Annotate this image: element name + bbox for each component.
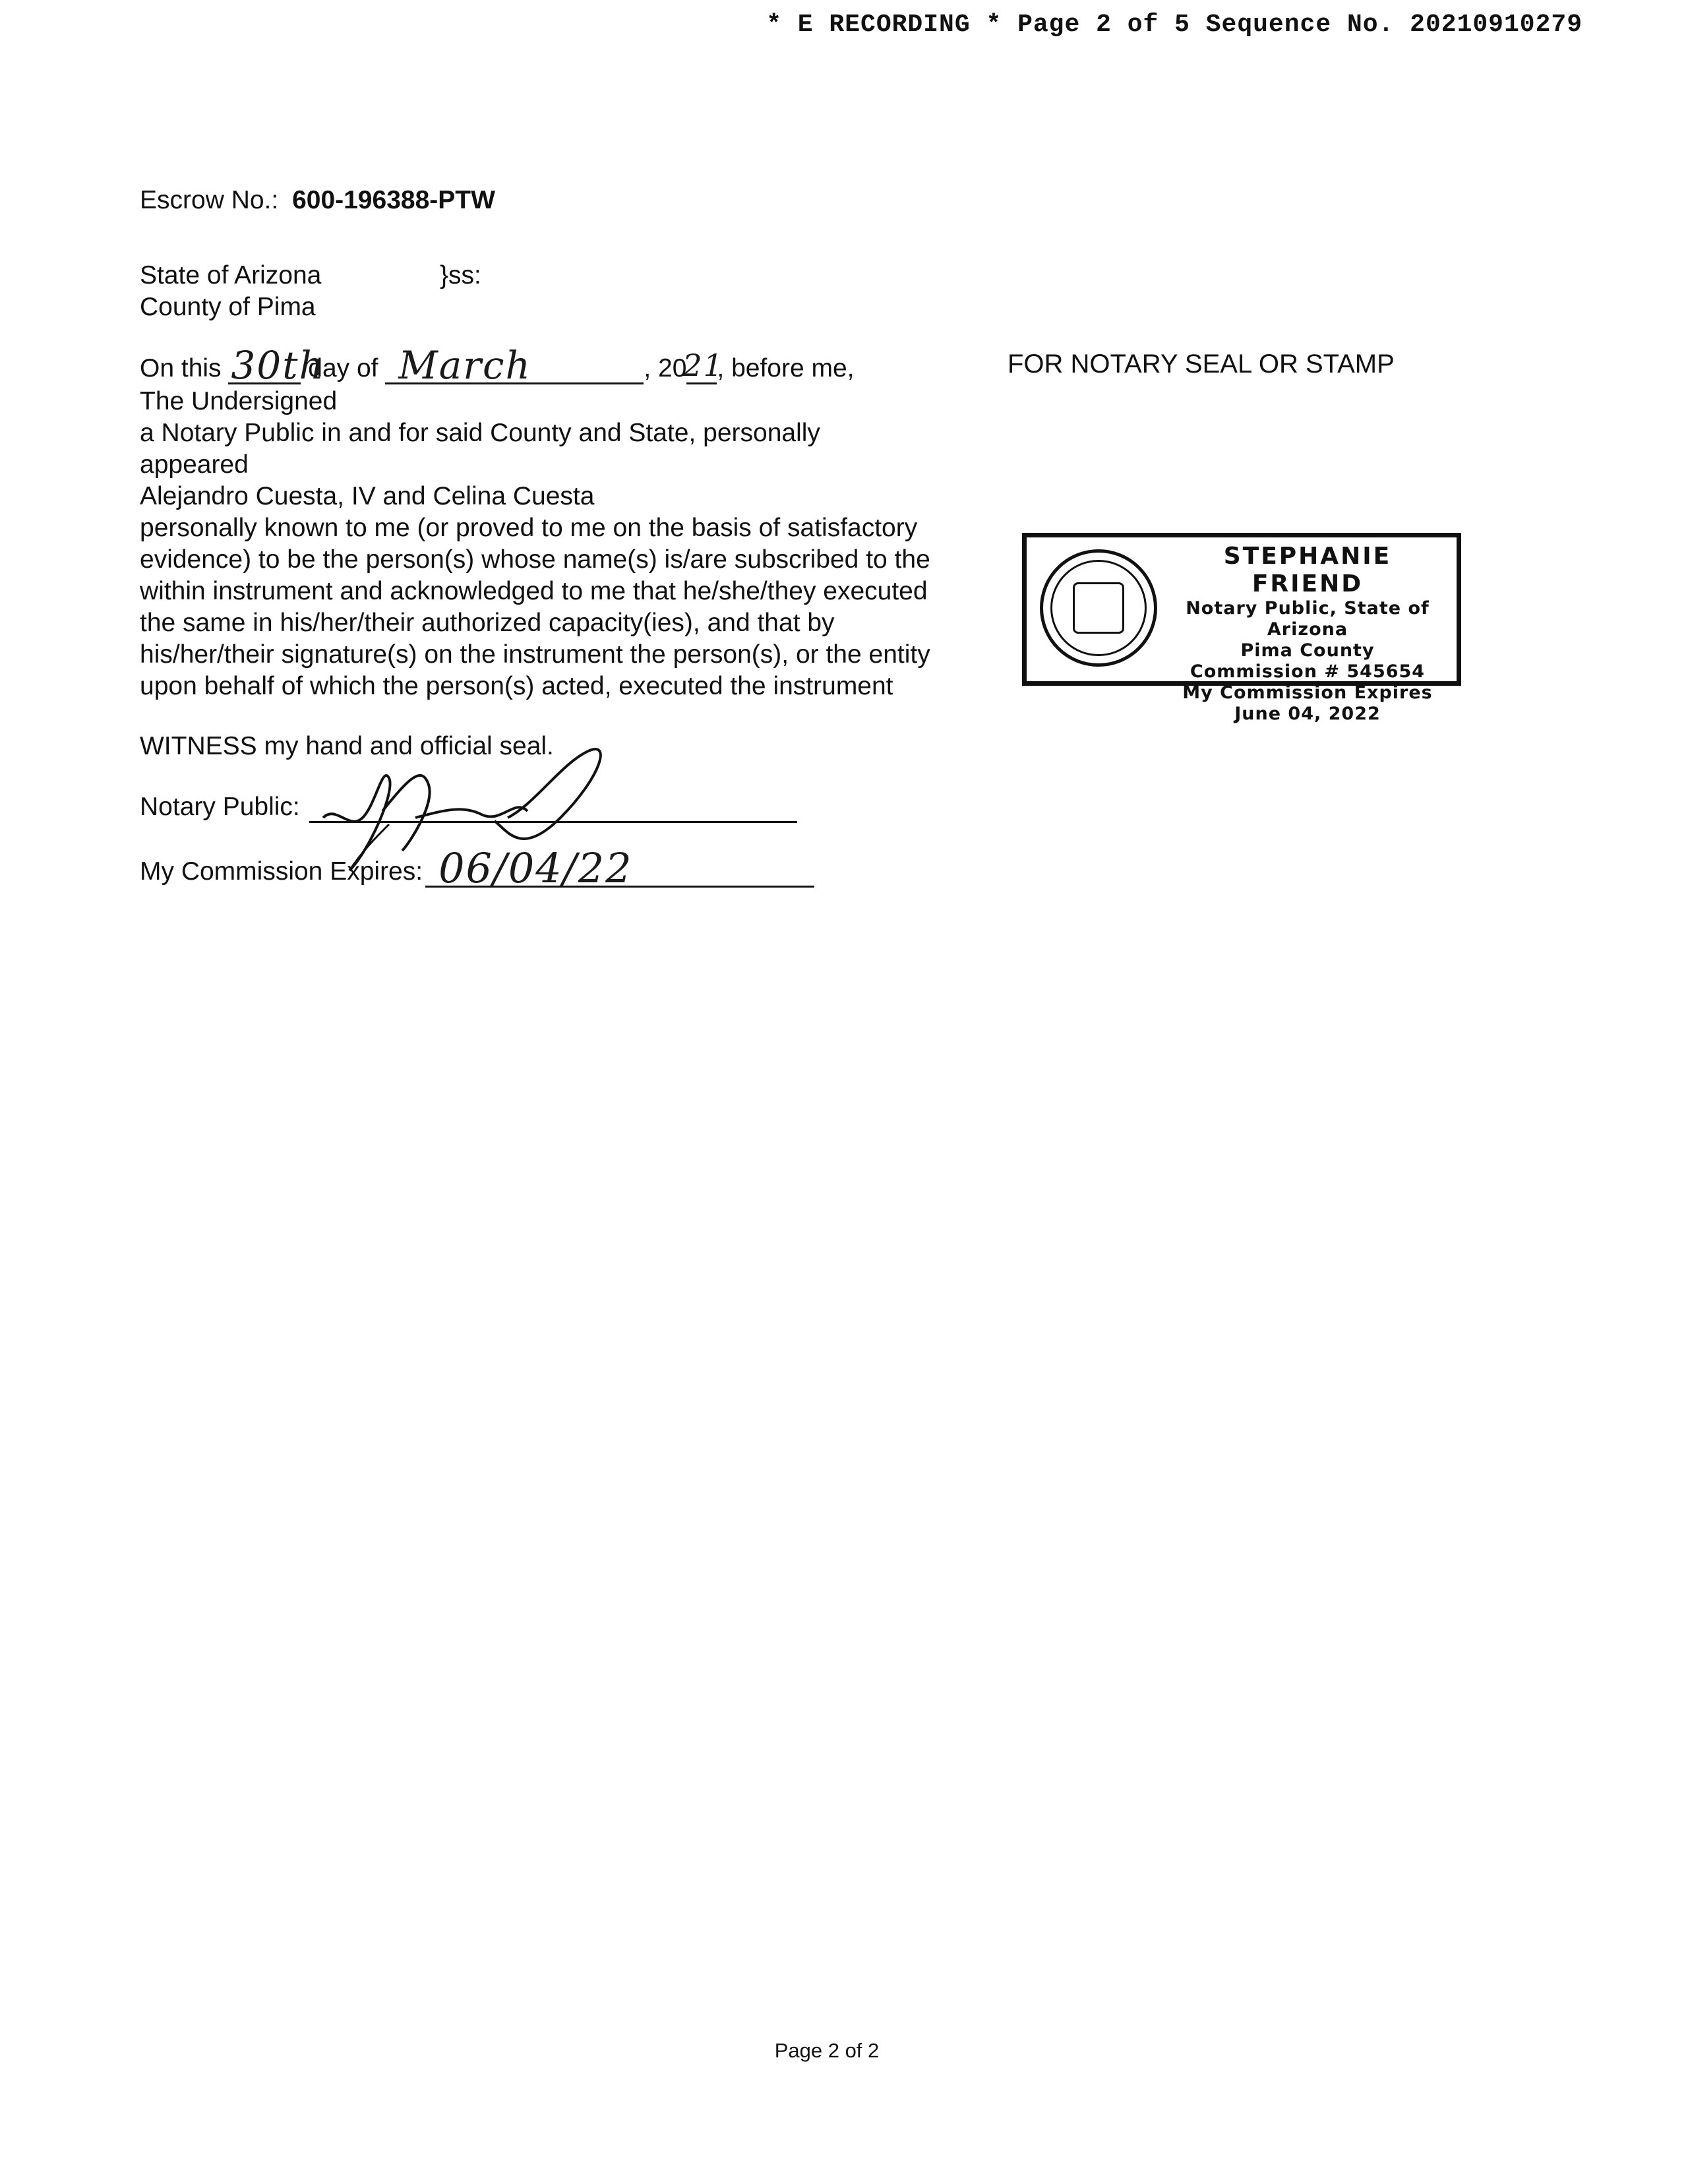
stamp-notary-name: STEPHANIE FRIEND: [1223, 543, 1392, 597]
notary-label: Notary Public:: [140, 793, 300, 821]
commission-handwriting: 06/04/22: [438, 844, 633, 892]
witness-line: WITNESS my hand and official seal.: [140, 732, 554, 760]
commission-blank: [425, 844, 814, 892]
year-prefix: , 20: [644, 354, 687, 382]
escrow-number: 600-196388-PTW: [292, 186, 495, 214]
venue-county: County of Pima: [140, 293, 316, 321]
capacity-text: a Notary Public in and for said County and State, personally appeared: [140, 419, 820, 479]
stamp-line-6: June 04, 2022: [1234, 704, 1381, 724]
venue-state: State of Arizona: [140, 261, 322, 289]
notary-signature-blank: [309, 792, 797, 823]
recording-header: * E RECORDING * Page 2 of 5 Sequence No. 20210910279: [766, 11, 1582, 39]
notary-stamp: [1022, 533, 1461, 724]
before-me-text: , before me,: [717, 354, 855, 382]
month-blank: [385, 343, 644, 388]
signer-names: Alejandro Cuesta, IV and Celina Cuesta: [140, 482, 595, 510]
stamp-line-4: Commission # 545654: [1190, 661, 1426, 682]
escrow-line: [140, 185, 495, 216]
page-number: Page 2 of 2: [774, 2039, 880, 2062]
month-handwriting: March: [398, 343, 531, 388]
stamp-line-3: Pima County: [1240, 640, 1375, 661]
day-blank: [228, 343, 325, 388]
venue-ss: }ss:: [440, 261, 481, 289]
acknowledgment-body: [140, 386, 1063, 702]
day-of-text: day of: [308, 354, 378, 382]
stamp-line-2: Notary Public, State of Arizona: [1186, 598, 1430, 640]
stamp-line-5: My Commission Expires: [1182, 682, 1433, 703]
page-footer: [0, 2039, 1688, 2063]
on-this-text: On this: [140, 354, 222, 382]
officer-name: The Undersigned: [140, 387, 338, 415]
commission-expiry-line: [140, 844, 814, 892]
acknowledgment-text: personally known to me (or proved to me on the basis of satisfactory evidence) to be the person(s) whose name(s) is/are subscribed to the within instrument and acknowledged to me that he/she/they executed the same in his/her/their authorized capacity(ies), and that by his/her/their signature(s) on the instrument the person(s), or the entity upon behalf of which the person(s) acted, executed the instrument: [140, 514, 930, 700]
escrow-label: Escrow No.:: [140, 186, 279, 214]
year-blank: [682, 348, 724, 384]
state-seal-emblem: [1073, 582, 1124, 634]
venue-state-line: [140, 260, 535, 291]
acknowledgment-date-line: [140, 343, 855, 388]
seal-area-label: FOR NOTARY SEAL OR STAMP: [1008, 349, 1395, 379]
day-handwriting: 30th: [231, 343, 325, 388]
stamp-text-block: [1164, 543, 1451, 725]
commission-label: My Commission Expires:: [140, 857, 423, 886]
year-handwriting: 21: [682, 348, 724, 383]
notary-signature-line: [140, 791, 797, 823]
